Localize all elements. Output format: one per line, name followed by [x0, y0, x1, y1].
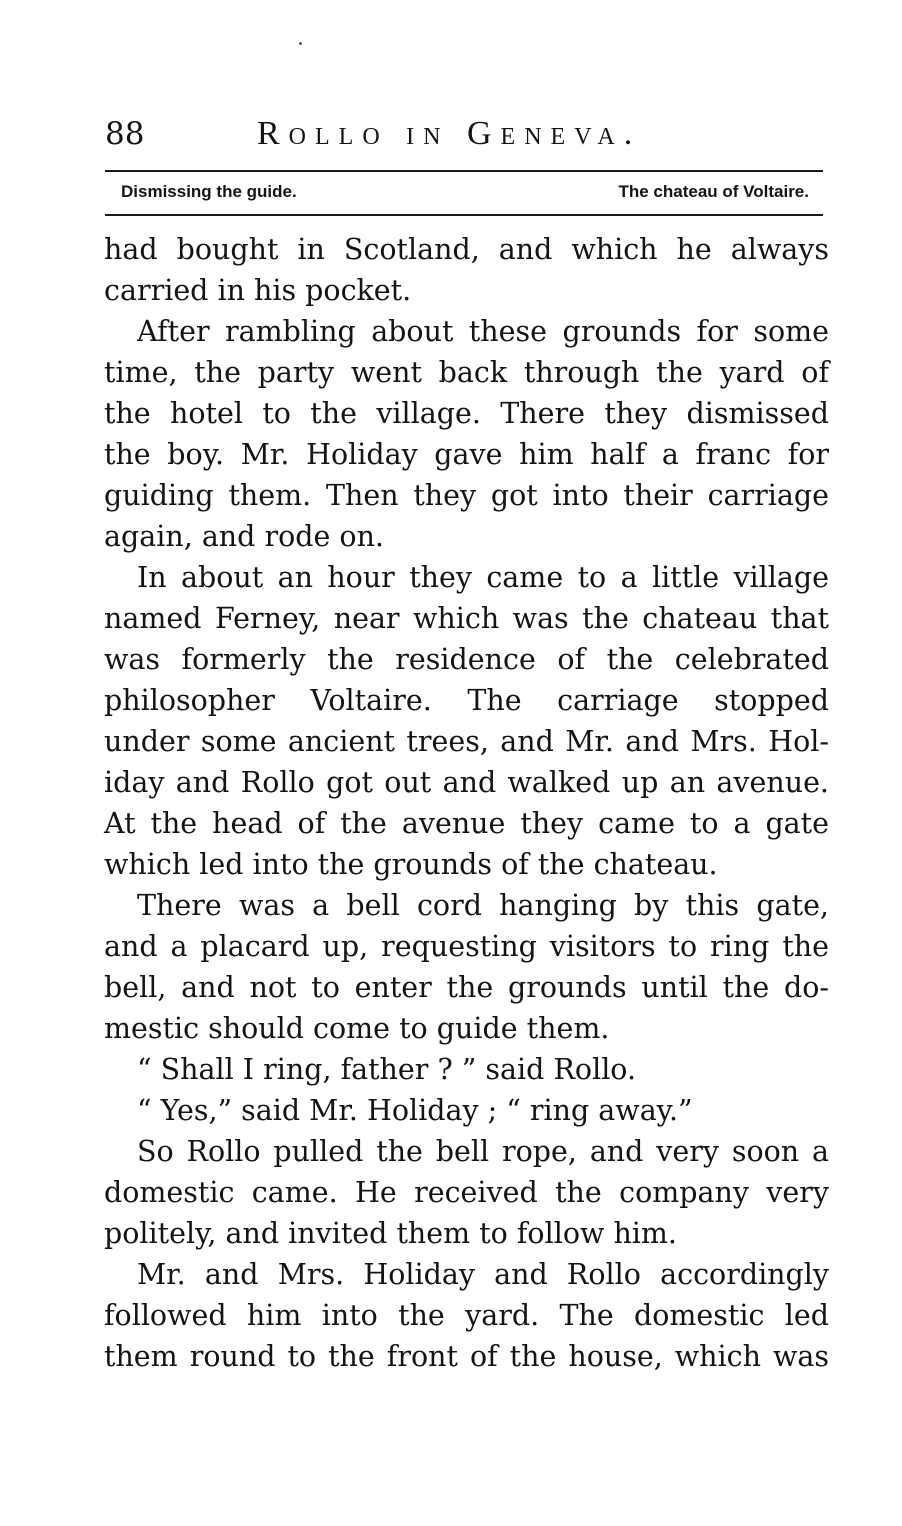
ink-speck	[299, 42, 302, 45]
header-rule-top	[105, 170, 823, 172]
text-line: time, the party went back through the yard of	[104, 356, 829, 389]
header-rule-bottom	[105, 214, 823, 216]
page-number: 88	[105, 116, 145, 152]
left-subhead: Dismissing the guide.	[121, 182, 297, 201]
text-line: “ Yes,” said Mr. Holiday ; “ ring away.”	[137, 1094, 693, 1127]
text-line: under some ancient trees, and Mr. and Mrs. Hol-	[104, 725, 829, 758]
text-line: the hotel to the village. There they dismissed	[104, 397, 829, 430]
text-line: After rambling about these grounds for some	[137, 315, 829, 348]
text-line: So Rollo pulled the bell rope, and very soon a	[137, 1135, 829, 1168]
text-line: named Ferney, near which was the chateau that	[104, 602, 829, 635]
running-head	[105, 114, 825, 158]
text-line: followed him into the yard. The domestic led	[104, 1299, 829, 1332]
text-line: philosopher Voltaire. The carriage stopped	[104, 684, 829, 717]
text-line: was formerly the residence of the celebrated	[104, 643, 829, 676]
right-subhead: The chateau of Voltaire.	[618, 182, 809, 201]
book-title: Rollo in Geneva.	[257, 115, 642, 152]
text-line: had bought in Scotland, and which he always	[104, 233, 829, 266]
text-line: iday and Rollo got out and walked up an avenue.	[104, 766, 829, 799]
text-line: them round to the front of the house, which was	[104, 1340, 829, 1373]
text-line: carried in his pocket.	[104, 274, 412, 307]
text-line: At the head of the avenue they came to a gate	[104, 807, 829, 840]
text-line: bell, and not to enter the grounds until the do-	[104, 971, 829, 1004]
text-line: and a placard up, requesting visitors to ring the	[104, 930, 829, 963]
text-line: which led into the grounds of the chateau.	[104, 848, 718, 881]
text-line: Mr. and Mrs. Holiday and Rollo accordingly	[137, 1258, 829, 1291]
text-line: the boy. Mr. Holiday gave him half a franc for	[104, 438, 829, 471]
text-line: politely, and invited them to follow him.	[104, 1217, 677, 1250]
section-subhead	[121, 176, 809, 208]
body-text	[104, 229, 829, 1377]
text-line: There was a bell cord hanging by this gate,	[137, 889, 829, 922]
text-line: guiding them. Then they got into their carriage	[104, 479, 829, 512]
text-line: domestic came. He received the company very	[104, 1176, 829, 1209]
text-line: In about an hour they came to a little village	[137, 561, 829, 594]
text-line: mestic should come to guide them.	[104, 1012, 610, 1045]
text-line: again, and rode on.	[104, 520, 384, 553]
text-line: “ Shall I ring, father ? ” said Rollo.	[137, 1053, 637, 1086]
